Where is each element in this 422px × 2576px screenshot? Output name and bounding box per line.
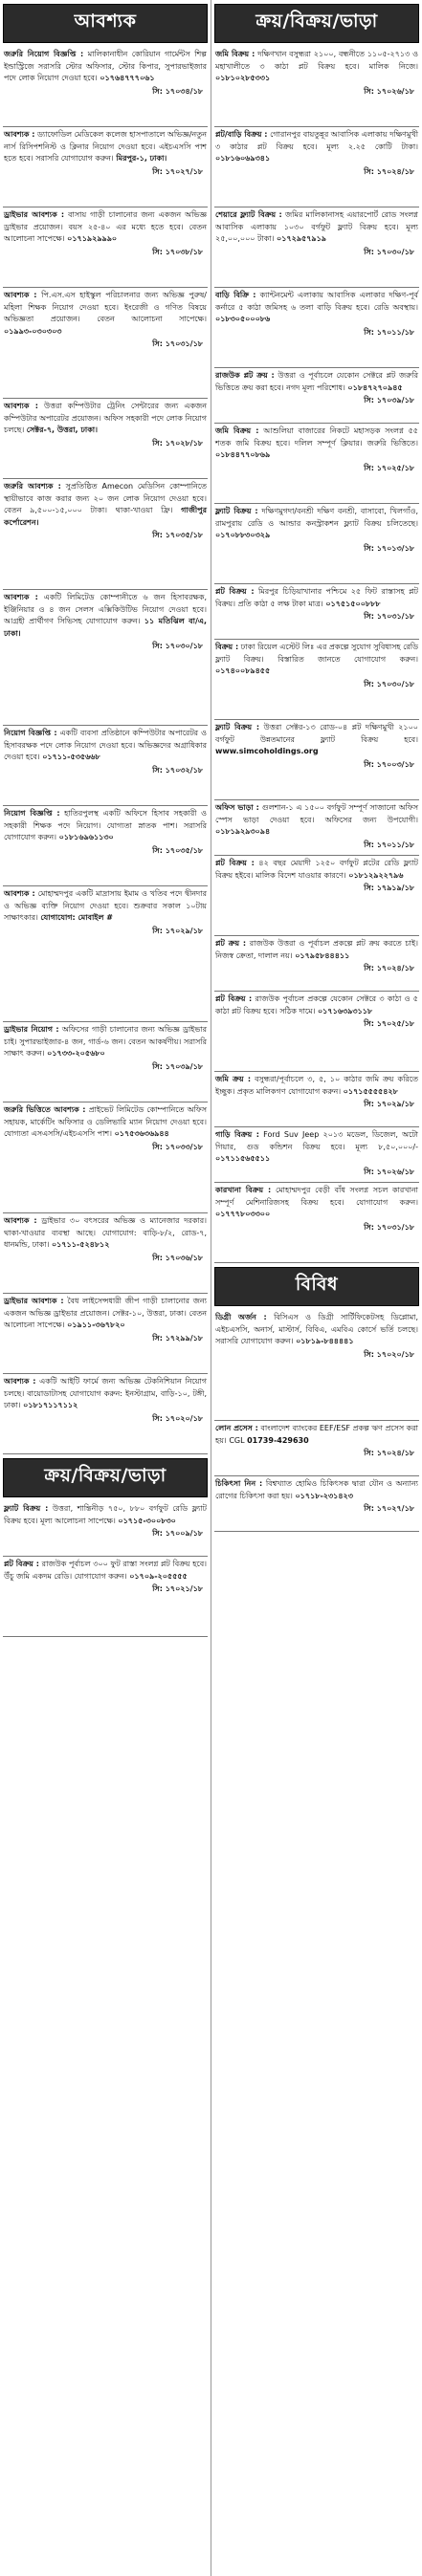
ad-reference-code: সি: ১৭০৩১/১৮ xyxy=(364,612,414,621)
ad-reference-code: সি: ১৭০৩০/১৮ xyxy=(364,247,414,256)
ad-body: মোহাম্মদপুর একটি মাদ্রাসায় ইমাম ও খতিব পদে দ্বীনদার ও অভিজ্ঞ ব্যক্তি নিয়োগ দেওয়া হবে। শুক্রবার সকাল ১০টায় সাক্ষাৎকার। xyxy=(4,889,207,922)
ad-heading: আবশ্যক : xyxy=(4,593,38,601)
classified-ad xyxy=(214,1183,419,1263)
classified-ad xyxy=(214,288,419,368)
ad-contact: ০১৮১৬০৬৯৩৪১ xyxy=(215,154,271,163)
classified-ad xyxy=(3,1501,208,1557)
ad-reference-code: সি: ১৭০৩৫/১৮ xyxy=(152,531,203,539)
ad-heading: প্লট বিক্রয় : xyxy=(215,994,253,1003)
ad-contact: ০১৭৪০০৮৯৪৫৫ xyxy=(215,666,271,675)
ad-reference-code: সি: ১৭০২৮/১৮ xyxy=(152,438,203,448)
ad-reference-code: সি: ১৭০২৪/১৮ xyxy=(364,166,414,176)
ad-heading: জরুরি আবশ্যক : xyxy=(4,482,61,491)
ad-reference-code: সি: ১৭০৩০/১৮ xyxy=(364,679,414,688)
classified-ad xyxy=(3,207,208,288)
classified-ad xyxy=(214,856,419,936)
ad-contact: ০১৭৫১৫০০৮৮৮ xyxy=(325,599,381,608)
ad-heading: গাড়ি বিক্রয় : xyxy=(215,1130,259,1139)
ad-body: ক্যান্টনমেন্ট এলাকায় আবাসিক এলাকার দক্ষিণ-পূর্ব কর্নারে ৫ কাঠা জমিসহ ৬ তলা বাড়ি বিক্রয় হবে। রেডি অবস্থায়। xyxy=(215,291,418,312)
ad-body: মালিকানাধীন কোরিয়ান গার্মেন্টস শিল্প ইন্ডাস্ট্রিজে সরাসরি স্টোর অফিসার, স্টোর কিপার, সুপারভাইজার পদে লোক নিয়োগ দেওয়া হবে। xyxy=(4,50,207,82)
ad-reference-code: সি: ১৭০৩৫/১৮ xyxy=(152,845,203,855)
ad-heading: অফিস ভাড়া : xyxy=(215,803,259,812)
ad-body: ড্রাইভার ৩০ বৎসরের অভিজ্ঞ ও ম্যানেজার দরকার। থাকা-খাওয়ার ব্যবস্থা আছে। যোগাযোগ: বাড়ি-৮/২, রোড-৭, ধানমন্ডি, ঢাকা। xyxy=(4,1216,207,1249)
ad-heading: প্লট বিক্রয় : xyxy=(4,1560,39,1568)
ad-reference-code: সি: ১৭৯১৯/১৮ xyxy=(364,884,414,892)
ad-heading: আবশ্যক : xyxy=(4,291,37,299)
ad-reference-code: সি: ১৭০২৪/১৮ xyxy=(364,964,414,972)
ad-reference-code: সি: ১৭০৩৬/১৮ xyxy=(152,1253,203,1262)
ad-contact: ১১ মতিঝিল বা/এ, ঢাকা। xyxy=(4,617,208,638)
ad-heading: নিয়োগ বিজ্ঞপ্তি : xyxy=(4,729,57,737)
ad-body: রাজউক পূর্বাচল ৩০০ ফুট রাস্তা সংলগ্ন প্লট বিক্রয় হবে। উঁচু জমি একদম রেডি। যোগাযোগ করুন। xyxy=(4,1560,208,1581)
ad-body: বিশ্বখ্যাত হোমিও চিকিৎসক দ্বারা যৌন ও অন্যান্য রোগের চিকিৎসা করা হয়। xyxy=(215,1479,418,1500)
classified-ad xyxy=(214,424,419,504)
classified-ad xyxy=(3,47,208,127)
ad-body: গোরানপুর বায়তুন্নূর আবাসিক এলাকায় দক্ষিণমুখী ৩ কাঠার প্লট বিক্রয় হবে। মূল্য ২.২৫ কোটি টাকা। xyxy=(215,130,418,151)
ad-reference-code: সি: ১৭২৯৯/১৮ xyxy=(152,1333,203,1343)
classified-ad xyxy=(3,590,208,726)
ad-reference-code: সি: ১৭০২০/১৮ xyxy=(152,1413,203,1423)
ad-contact: ০১৮১২৯২২৭৯৬ xyxy=(348,870,404,880)
ad-contact: ০১৭১১-৫২৪৮১২ xyxy=(51,1240,110,1249)
ad-heading: ফ্ল্যাট বিক্রয় : xyxy=(4,1504,49,1513)
section-header: ক্রয়/বিক্রয়/ভাড়া xyxy=(3,1458,208,1497)
ad-contact: ০১৭৩৩-২০৫৬৮০ xyxy=(47,1049,105,1058)
right-column xyxy=(214,0,419,2576)
ad-contact: ০১৮১৭১১৭১১২ xyxy=(23,1401,78,1409)
ad-body: একটি ব্যবসা প্রতিষ্ঠানে কম্পিউটার অপারেটর ও হিসাবরক্ষক পদে লোক নিয়োগ দেওয়া হবে। অভিজ্ঞদের অগ্রাধিকার দেওয়া হবে। xyxy=(4,729,207,761)
classified-ad xyxy=(3,1557,208,1637)
ad-contact: ০১৭০৮৮৩০৩২৯ xyxy=(215,531,271,539)
ad-reference-code: সি: ১৭০৩৪/১৮ xyxy=(152,86,203,96)
ad-body: গুলশান-১ এ ১৫০০ বর্গফুট সম্পূর্ণ সাজানো অফিস স্পেস ভাড়া দেওয়া হবে। অফিসের জন্য উপযোগী। xyxy=(215,803,419,824)
ad-reference-code: সি: ১৭০৩৩/১৮ xyxy=(152,1142,203,1151)
ad-reference-code: সি: ১৭০২৭/১৮ xyxy=(152,166,203,176)
ad-body: বসুন্ধরা/পূর্বাচলে ৩, ৫, ১০ কাঠার জমি ক্রয় করিতে ইচ্ছুক। প্রকৃত মালিকগণ যোগাযোগ করুন। xyxy=(215,1075,418,1096)
ad-contact: ০১৭০৯-২০৫৫৫৫ xyxy=(129,1571,188,1581)
ad-heading: জরুরি ভিত্তিতে আবশ্যক : xyxy=(4,1105,86,1114)
ad-reference-code: সি: ১৭০১১/১৮ xyxy=(364,327,414,337)
ad-heading: জরুরি নিয়োগ বিজ্ঞপ্তি : xyxy=(4,50,84,58)
ad-contact: ০১৮১০২৮৫৩৩১ xyxy=(215,74,271,82)
ad-reference-code: সি: ১৭০২৫/১৮ xyxy=(364,1019,414,1028)
ad-contact: সেক্টর-৭, উত্তরা, ঢাকা। xyxy=(26,426,98,434)
ad-body: আশুলিয়া বাজারের নিকটে মহাসড়ক সংলগ্ন ৫৫ শতক জমি বিক্রয় হবে। দলিল সম্পূর্ণ ক্লিয়ার। জরুরি ভিত্তিতে। xyxy=(215,426,419,448)
ad-body: উত্তরা কম্পিউটার ট্রেনিং সেন্টারের জন্য একজন কম্পিউটার অপারেটর প্রয়োজন। অফিস সহকারী পদে লোক নিয়োগ চলছে। xyxy=(4,402,207,434)
ad-body: ঢাকা রিয়েল এস্টেট লিঃ এর প্রকল্পে সুযোগ সুবিধাসহ রেডি ফ্ল্যাট বিক্রয়। বিস্তারিত জানতে যোগাযোগ করুন। xyxy=(215,643,418,664)
ad-contact: ০১৯১১-৩৬৭৮২০ xyxy=(67,1321,125,1329)
ad-heading: আবশ্যক : xyxy=(4,1377,36,1386)
ad-reference-code: সি: ১৭০০৯/১৮ xyxy=(152,1529,203,1538)
ad-reference-code: সি: ১৭০৩১/১৮ xyxy=(152,339,203,348)
ad-body: বিসিএস ও ডিগ্রী সার্টিফিকেটসহ ডিপ্লোমা, এইচএসসি, অনার্স, মাস্টার্স, বিবিএ, এমবিএ কোর্সে ভর্তি চলছে। সরাসরি যোগাযোগ করুন। xyxy=(215,1313,419,1345)
ad-reference-code: সি: ১৭০৩৯/১৮ xyxy=(364,396,414,404)
classified-ad xyxy=(214,936,419,992)
ad-reference-code: সি: ১৭০২৯/১৮ xyxy=(152,926,203,935)
ad-heading: লোন প্রসেস : xyxy=(215,1424,258,1432)
ad-heading: আবশ্যক : xyxy=(4,889,35,898)
left-column xyxy=(3,0,208,2576)
ad-contact: ০১৭২৯৫৭৯১৯ xyxy=(277,234,327,243)
ad-heading: ড্রাইভার আবশ্যক : xyxy=(4,1297,64,1305)
ad-body: ড্যাফোডিল মেডিকেল কলেজ হাসপাতালে অভিজ্ঞ/নতুন নার্স রিসিপশনিস্ট ও ক্লিনার নিয়োগ দেওয়া হবে। এইচএসসি পাশ হতে হবে। সরাসরি যোগাযোগ করুন। xyxy=(4,130,207,163)
ad-contact: গাজীপুর কর্পোরেশন। xyxy=(4,506,207,527)
ad-reference-code: সি: ১৭০২৯/১৮ xyxy=(364,1100,414,1108)
classified-ad xyxy=(3,1022,208,1102)
ad-heading: জমি বিক্রয় : xyxy=(215,426,259,435)
classified-ad xyxy=(3,886,208,1022)
ad-heading: ডিগ্রী অর্জন : xyxy=(215,1313,267,1321)
classified-ad xyxy=(214,1310,419,1421)
ad-heading: শেয়ারে ফ্ল্যাট বিক্রয় : xyxy=(215,210,282,219)
ad-body: উত্তরা, শান্তিনীড় ৭৫০, ৮৮০ বর্গফুট রেডি ফ্ল্যাট বিক্রয় হবে। মূল্য আলোচনা সাপেক্ষে। xyxy=(4,1504,207,1525)
ad-heading: আবশ্যক : xyxy=(4,1216,37,1225)
classified-ad xyxy=(3,1102,208,1213)
ad-body: বাংলাদেশ ব্যাংকের EEF/ESF প্রকল্প ঋণ প্রসেস করা হয়। CGL xyxy=(215,1424,419,1445)
ad-body: উত্তরা ও পূর্বাচলে যেকোন সেক্টরে প্লট জরুরি ভিত্তিতে ক্রয় করা হবে। নগদ মূল্য পরিশোধ। xyxy=(215,371,419,392)
ad-contact: www.simcoholdings.org xyxy=(215,747,319,755)
ad-heading: প্লট/বাড়ি বিক্রয় : xyxy=(215,130,268,139)
ad-contact: ০১৭১৬৩৯৩১১৮ xyxy=(317,1006,373,1015)
classified-ad xyxy=(214,1421,419,1476)
classified-ad xyxy=(214,720,419,800)
classified-ad xyxy=(3,1374,208,1454)
classified-ad xyxy=(3,127,208,207)
ad-reference-code: সি: ১৭০১১/১৮ xyxy=(364,840,414,849)
classified-ad xyxy=(214,207,419,288)
ad-heading: রাজউক প্লট ক্রয় : xyxy=(215,371,275,380)
ad-heading: ফ্ল্যাট বিক্রয় : xyxy=(215,723,260,731)
ad-heading: বিক্রয় : xyxy=(215,643,239,651)
ad-body: সুপ্রতিষ্ঠিত Amecon মেডিসিন কোম্পানিতে স্থায়ীভাবে কাজ করার জন্য ২০ জন লোক নিয়োগ দেওয়া হবে। বেতন ৯,৫০০-১৫,০০০ টাকা। থাকা-খাওয়া ফ্রি। xyxy=(4,482,207,514)
classified-ad xyxy=(214,504,419,584)
ad-contact: ০১৭১১৫৬৫৫১১ xyxy=(215,1154,271,1163)
ad-contact: মিরপুর-১, ঢাকা। xyxy=(116,154,167,163)
classified-ad xyxy=(3,726,208,806)
ad-contact: ০১৭১৫৫৫৫৪২৮ xyxy=(343,1086,398,1096)
ad-reference-code: সি: ১৭০৩০/১৮ xyxy=(152,642,203,650)
section-header: বিবিধ xyxy=(214,1267,419,1306)
ad-reference-code: সি: ১৭০২০/১৮ xyxy=(364,1349,414,1359)
ad-contact: ০১৭৬৪৭৭৭০৬১ xyxy=(100,74,155,82)
ad-body: বৈধ লাইসেন্সধারী জীপ গাড়ী চালানোর জন্য একজন অভিজ্ঞ ড্রাইভার প্রয়োজন। সেক্টর-১০, উত্তরা, ঢাকা। বেতন আলোচনা সাপেক্ষে। xyxy=(4,1297,208,1329)
ad-heading: নিয়োগ বিজ্ঞপ্তি : xyxy=(4,809,60,818)
classified-ad xyxy=(3,399,208,479)
ad-body: দক্ষিণখান বসুন্ধরা ২১০০, বন্ধনীতে ১১০৫-২৭১৩ ও মহাখালীতে ৩ কাঠা প্লট বিক্রয় হবে। মালিক নিজে। xyxy=(215,50,418,71)
classified-ad xyxy=(214,800,419,856)
ad-contact: ০১৮১৬৯৬১১৩০ xyxy=(58,833,114,841)
ad-reference-code: সি: ১৭০১৩/১৮ xyxy=(364,543,414,553)
ad-heading: আবশ্যক : xyxy=(4,130,35,139)
ad-heading: প্লট বিক্রয় : xyxy=(215,859,255,867)
ad-heading: জমি ক্রয় : xyxy=(215,1075,252,1083)
ad-heading: আবশ্যক : xyxy=(4,402,38,410)
ad-reference-code: সি: ১৭০২৬/১৮ xyxy=(364,1167,414,1176)
ad-body: পি.এস.এস হাইস্কুল পরিচালনার জন্য অভিজ্ঞ পুরুষ/মহিলা শিক্ষক নিয়োগ দেওয়া হবে। ইংরেজী ও গণিত বিষয়ে অভিজ্ঞতা প্রয়োজন। বেতন আলোচনা সাপেক্ষে। xyxy=(4,291,208,323)
ad-body: প্রাইভেট লিমিটেড কোম্পানিতে অফিস সহায়ক, মার্কেটিং অফিসার ও ডেলিভারি ম্যান নিয়োগ দেওয়া হবে। যোগ্যতা এসএসসি/এইচএসসি পাশ। xyxy=(4,1105,207,1138)
ad-body: রাজউক উত্তরা ও পূর্বাচল প্রকল্পে প্লট ক্রয় করতে চাই। নিজস্ব ক্রেতা, দালাল নয়। xyxy=(215,939,419,960)
ad-reference-code: সি: ১৭০০৩/১৮ xyxy=(364,759,414,769)
ad-contact: ০১৭১৫-৩০০৮৩০ xyxy=(118,1516,176,1525)
ad-heading: প্লট ক্রয় : xyxy=(215,939,247,948)
ad-body: রাজউক পূর্বাচল প্রকল্পে যেকোন সেক্টরে ৩ কাঠা ও ৫ কাঠা প্লট বিক্রয় হবে। সঠিক দামে। xyxy=(215,994,418,1015)
ad-contact: ০১৭৯৫৮৪৪৪১১ xyxy=(295,950,350,960)
ad-body: বাসায় গাড়ী চালানোর জন্য একজন অভিজ্ঞ ড্রাইভার প্রয়োজন। বয়স ২৫-৪০ এর মধ্যে হতে হবে। বেতন আলোচনা সাপেক্ষে। xyxy=(4,210,208,243)
classified-ad xyxy=(3,1213,208,1294)
classified-ad xyxy=(214,992,419,1072)
ad-body: একটি আইটি ফার্মে জন্য অভিজ্ঞ টেকনিশিয়ান নিয়োগ চলছে। বায়োডাটাসহ যোগাযোগ করুন: ইনস্টাগ্রাম, বাড়ি-১০, টঙ্গী, ঢাকা। xyxy=(4,1377,207,1409)
ad-heading: ড্রাইভার নিয়োগ : xyxy=(4,1025,59,1034)
ad-reference-code: সি: ১৭০৩৮/১৮ xyxy=(152,247,203,256)
ad-heading: জমি বিক্রয় : xyxy=(215,50,255,58)
ad-contact: ০১৮১৯-৮৪৪৪৪১ xyxy=(296,1337,354,1345)
ad-heading: কারখানা বিক্রয় : xyxy=(215,1186,272,1194)
ad-contact: ০১৭১৯২৯৯৯০ xyxy=(67,234,118,243)
classified-ad xyxy=(214,1476,419,1532)
ad-contact: ০১৮৩০৫০০০৮৬ xyxy=(215,315,271,323)
ad-contact: ০১৯৯৩-০৩০৩০৩ xyxy=(4,326,62,336)
ad-heading: ড্রাইভার আবশ্যক : xyxy=(4,210,65,219)
ad-reference-code: সি: ১৭০২১/১৮ xyxy=(152,1584,203,1593)
classified-ad xyxy=(3,806,208,886)
ad-body: উত্তরা সেক্টর-১৩ রোড-০৪ প্লট দক্ষিণমুখী ২১০০ বর্গফুট উন্নতমানের ফ্ল্যাট বিক্রয় হবে। xyxy=(215,723,418,744)
classified-ad xyxy=(3,288,208,399)
classified-ad xyxy=(214,47,419,127)
ad-body: হাতিরপুলস্থ একটি অফিসে হিসাব সহকারী ও সহকারী শিক্ষক পদে নিয়োগ। যোগ্যতা স্নাতক পাশ। সরাসরি যোগাযোগ করুন। xyxy=(4,809,208,841)
ad-body: ৪২ বছর মেয়াদী ১২৫০ বর্গফুট প্লটের রেডি ফ্ল্যাট বিক্রয় হইবে। মালিক বিদেশ যাওয়ার কারণে। xyxy=(215,859,419,880)
ad-body: মোহাম্মদপুর বেড়ী বাঁধ সংলগ্ন সচল কারখানা সম্পূর্ণ মেশিনারিজসহ বিক্রয় হবে। যোগাযোগ করুন। xyxy=(215,1186,419,1207)
ad-reference-code: সি: ১৭০২৪/১৮ xyxy=(364,1449,414,1457)
ad-reference-code: সি: ১৭০২৫/১৮ xyxy=(364,463,414,472)
classified-ad xyxy=(214,127,419,207)
ad-contact: ০১৭১১-৫৩৫৬৬৮ xyxy=(42,753,100,761)
ad-contact: ০১৮১৯২৯৩০৯৪ xyxy=(215,827,271,836)
ad-contact: ০১৭৫৩৬৩৬৯৪৪ xyxy=(114,1129,169,1138)
classified-ad xyxy=(214,1072,419,1127)
classified-ad xyxy=(214,1127,419,1183)
ad-contact: যোগাযোগ: মোবাইল # xyxy=(40,913,113,922)
ad-contact: ০১৭১৮-২৩১৪২৩ xyxy=(295,1491,353,1500)
classified-ad xyxy=(214,368,419,424)
ad-reference-code: সি: ১৭০২৬/১৮ xyxy=(364,86,414,96)
ad-heading: ফ্ল্যাট বিক্রয় : xyxy=(215,507,258,515)
ad-contact: ০১৮৪৭২৭০৯৪৫ xyxy=(347,382,403,392)
ad-body: একটি লিমিটেড কোম্পানীতে ৬ জন হিসাবরক্ষক, ইঞ্জিনিয়ার ও ৪ জন সেলস এক্সিকিউটিভ নিয়োগ দেওয়া হবে। আগ্রহী প্রার্থীগণ সিভিসহ যোগাযোগ করুন। xyxy=(4,593,208,625)
ad-heading: প্লট বিক্রয় : xyxy=(215,587,255,596)
ad-reference-code: সি: ১৭০৩৯/১৮ xyxy=(152,1061,203,1071)
ad-body: মিরপুর চিড়িয়াখানার পশ্চিমে ২৫ ফিট রাস্তাসহ প্লট বিক্রয়। প্রতি কাঠা ৫ লক্ষ টাকা মাত্র। xyxy=(215,587,419,608)
ad-body: দক্ষিণমুগদা/বনশ্রী দক্ষিণ বনশ্রী, বাসাবো, খিলগাঁও, রামপুরায় রেডি ও আন্ডার কনস্ট্রাকশন ফ্ল্যাট বিক্রয় চলিতেছে। xyxy=(215,507,418,528)
ad-body: অফিসের গাড়ী চালানোর জন্য অভিজ্ঞ ড্রাইভার চাই। সুপারভাইজার-৪ জন, গার্ড-৬ জন। বেতন আকর্ষণীয়। সরাসরি সাক্ষাৎ করুন। xyxy=(4,1025,207,1058)
ad-contact: ০১৮৪৪৭৭০৮৬৯ xyxy=(215,450,271,459)
ad-body: Ford Suv Jeep ২০১৩ মডেল, ডিজেল, অটো গিয়ার, গুড কন্ডিশন বিক্রয় হবে। মূল্য ৮,৫০,০০০/- xyxy=(215,1130,419,1151)
section-header: আবশ্যক xyxy=(3,4,208,43)
ad-contact: 01739-429630 xyxy=(247,1435,309,1445)
ad-contact: ০১৭৭৭৮০৩৩০০ xyxy=(215,1210,271,1218)
section-header: ক্রয়/বিক্রয়/ভাড়া xyxy=(214,4,419,43)
ad-reference-code: সি: ১৭০৩২/১৮ xyxy=(152,765,203,775)
ad-body: জমির মালিকানাসহ এয়ারপোর্ট রোড সংলগ্ন আবাসিক এলাকায় ১০৩০ বর্গফুট ফ্ল্যাট বিক্রয় হবে। মূল্য ২৫,০০,০০০ টাকা। xyxy=(215,210,418,243)
classified-ad xyxy=(214,584,419,640)
ad-heading: চিকিৎসা নিন : xyxy=(215,1479,263,1488)
ad-reference-code: সি: ১৭০২৭/১৮ xyxy=(364,1504,414,1513)
ad-reference-code: সি: ১৭০৩১/১৮ xyxy=(364,1222,414,1232)
classified-ad xyxy=(3,1294,208,1374)
classified-ad xyxy=(3,479,208,590)
ad-heading: বাড়ি বিক্রি : xyxy=(215,291,256,299)
classified-ad xyxy=(214,640,419,720)
